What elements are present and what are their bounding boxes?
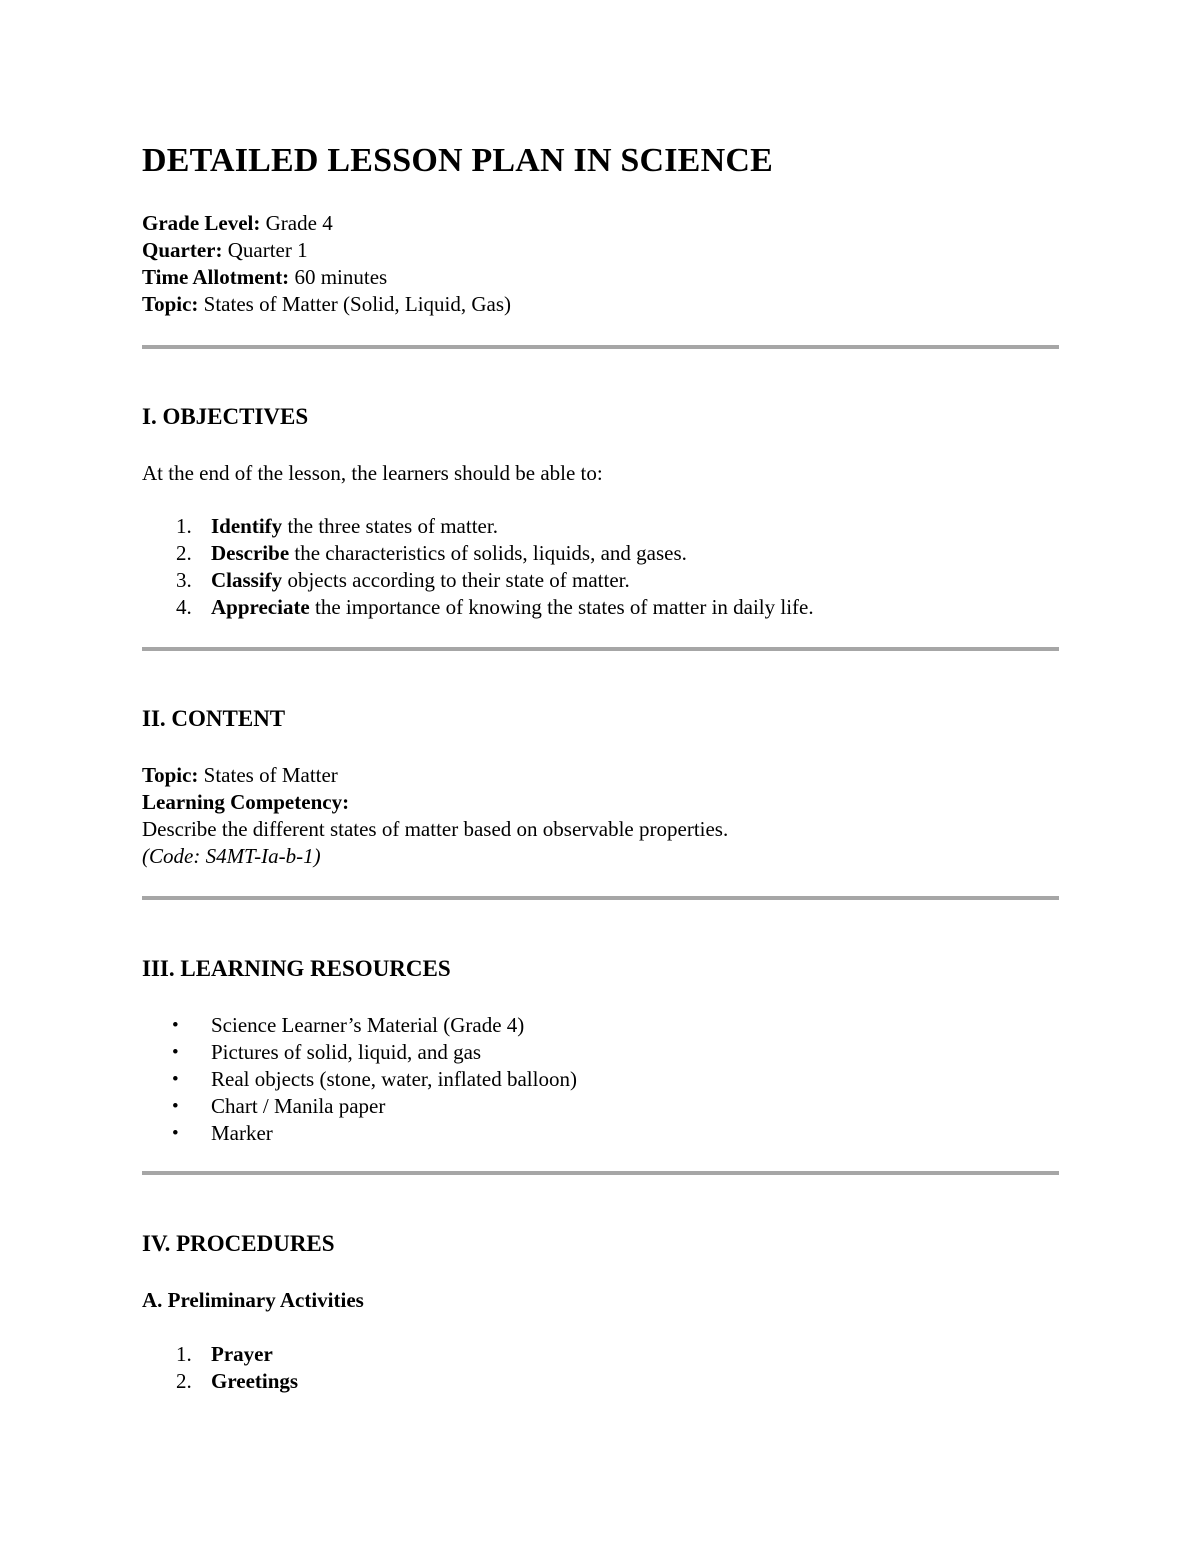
objective-text: the characteristics of solids, liquids, and gases. [294, 541, 687, 565]
resource-text: Marker [211, 1121, 273, 1145]
list-number: 2. [176, 1369, 192, 1393]
objective-verb: Identify [211, 514, 283, 538]
meta-value: Quarter 1 [227, 238, 308, 262]
list-item [142, 1341, 1060, 1368]
list-number: 1. [176, 514, 192, 538]
document-title: DETAILED LESSON PLAN IN SCIENCE [142, 142, 773, 179]
objective-verb: Classify [211, 568, 283, 592]
objective-text: the importance of knowing the states of matter in daily life. [315, 595, 814, 619]
list-number: 4. [176, 595, 192, 619]
meta-value: Grade 4 [265, 211, 333, 235]
procedures-heading: IV. PROCEDURES [142, 1231, 335, 1256]
list-item [142, 540, 1060, 567]
meta-label: Quarter: [142, 238, 223, 262]
list-number: 3. [176, 568, 192, 592]
meta-label: Topic: [142, 292, 199, 316]
list-item [142, 1012, 1060, 1039]
resource-text: Science Learner’s Material (Grade 4) [211, 1013, 525, 1037]
meta-value: 60 minutes [294, 265, 388, 289]
list-number: 2. [176, 541, 192, 565]
activity-text: Greetings [211, 1369, 299, 1393]
resource-text: Chart / Manila paper [211, 1094, 386, 1118]
preliminary-activities-heading: A. Preliminary Activities [142, 1288, 364, 1312]
resources-heading: III. LEARNING RESOURCES [142, 956, 451, 981]
bullet-icon: • [172, 1096, 179, 1117]
content-body [142, 762, 1060, 870]
content-topic [142, 762, 1060, 789]
content-topic-label: Topic: [142, 763, 199, 787]
list-item [142, 513, 1060, 540]
list-item [142, 1039, 1060, 1066]
meta-label: Time Allotment: [142, 265, 290, 289]
resource-text: Real objects (stone, water, inflated balloon) [211, 1067, 577, 1091]
list-item [142, 1368, 1060, 1395]
meta-quarter [142, 237, 1060, 264]
resources-list [142, 1012, 1060, 1147]
meta-time-allotment [142, 264, 1060, 291]
meta-topic [142, 291, 1060, 318]
list-number: 1. [176, 1342, 192, 1366]
objectives-list [142, 513, 1060, 621]
section-divider [142, 345, 1059, 349]
competency-label: Learning Competency: [142, 790, 350, 814]
bullet-icon: • [172, 1015, 179, 1036]
list-item [142, 594, 1060, 621]
content-topic-value: States of Matter [203, 763, 338, 787]
meta-label: Grade Level: [142, 211, 261, 235]
resource-text: Pictures of solid, liquid, and gas [211, 1040, 482, 1064]
competency-code: (Code: S4MT-Ia-b-1) [142, 844, 321, 868]
list-item [142, 1093, 1060, 1120]
objective-text: objects according to their state of matter. [287, 568, 630, 592]
objective-verb: Describe [211, 541, 290, 565]
bullet-icon: • [172, 1069, 179, 1090]
competency-text: Describe the different states of matter based on observable properties. [142, 817, 729, 841]
objective-verb: Appreciate [211, 595, 310, 619]
list-item [142, 1120, 1060, 1147]
bullet-icon: • [172, 1042, 179, 1063]
section-divider [142, 647, 1059, 651]
objectives-heading: I. OBJECTIVES [142, 404, 309, 429]
section-divider [142, 896, 1059, 900]
section-divider [142, 1171, 1059, 1175]
meta-grade-level [142, 210, 1060, 237]
activity-text: Prayer [211, 1342, 273, 1366]
meta-value: States of Matter (Solid, Liquid, Gas) [203, 292, 512, 316]
objective-text: the three states of matter. [287, 514, 498, 538]
bullet-icon: • [172, 1123, 179, 1144]
preliminary-activities-list [142, 1341, 1060, 1395]
content-heading: II. CONTENT [142, 706, 286, 731]
list-item [142, 567, 1060, 594]
lesson-meta [142, 210, 1060, 318]
list-item [142, 1066, 1060, 1093]
objectives-intro: At the end of the lesson, the learners should be able to: [142, 461, 603, 485]
